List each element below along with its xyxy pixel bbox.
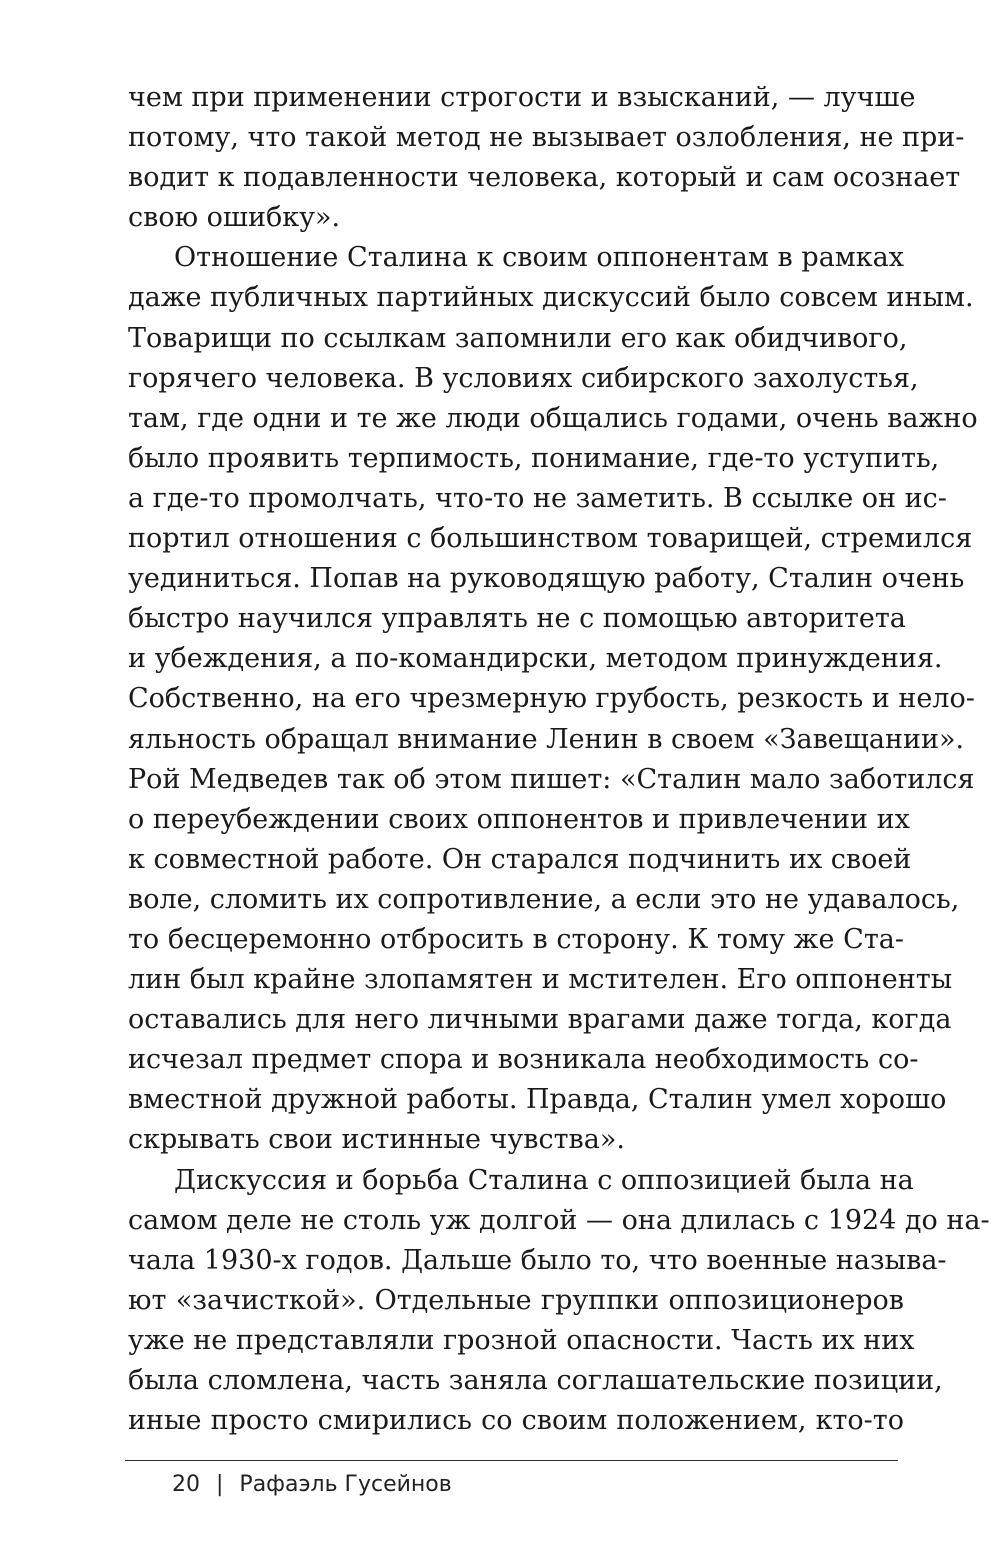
paragraph	[128, 78, 965, 238]
text-line: и убеждения, а по-командирски, методом принуждения.	[128, 643, 943, 675]
paragraph	[128, 238, 978, 1160]
paragraph	[128, 1161, 990, 1442]
text-line: была сломлена, часть заняла соглашательские позиции,	[128, 1365, 943, 1396]
text-line: свою ошибку».	[128, 202, 341, 234]
author-name: Рафаэль Гусейнов	[239, 1472, 452, 1497]
text-line: там, где одни и те же люди общались годами, очень важно	[128, 402, 978, 434]
text-line: лин был крайне злопамятен и мстителен. Его оппоненты	[128, 964, 953, 996]
text-line: исчезал предмет спора и возникала необходимость со-	[128, 1044, 919, 1076]
text-line: к совместной работе. Он старался подчинить их своей	[128, 843, 912, 875]
text-line: скрывать свои истинные чувства».	[128, 1124, 625, 1156]
text-line: то бесцеремонно отбросить в сторону. К тому же Ста-	[128, 923, 904, 955]
text-line: яльность обращал внимание Ленин в своем «Завещании».	[128, 723, 965, 755]
text-line: было проявить терпимость, понимание, где-то уступить,	[128, 442, 940, 474]
text-line: быстро научился управлять не с помощью авторитета	[128, 603, 906, 635]
text-line: воле, сломить их сопротивление, а если это не удавалось,	[128, 883, 960, 915]
text-line: Товарищи по ссылкам запомнили его как обидчивого,	[128, 322, 908, 354]
text-line: ют «зачисткой». Отдельные группки оппозиционеров	[128, 1284, 904, 1316]
text-line: оставались для него личными врагами даже тогда, когда	[128, 1004, 952, 1036]
text-line: иные просто смирились со своим положением, кто-то	[128, 1405, 904, 1437]
text-line: уединиться. Попав на руководящую работу, Сталин очень	[128, 563, 965, 595]
text-line: самом деле не столь уж долгой — она длилась с 1924 до на-	[128, 1204, 990, 1236]
text-line: о переубеждении своих оппонентов и привлечении их	[128, 803, 910, 835]
text-line: чала 1930-х годов. Дальше было то, что военные называ-	[128, 1244, 947, 1276]
text-line: уже не представляли грозной опасности. Часть их них	[128, 1324, 915, 1356]
footer-rule	[125, 1460, 898, 1461]
body-text	[128, 78, 990, 1441]
text-line: а где-то промолчать, что-то не заметить. В ссылке он ис-	[128, 482, 947, 514]
text-line: даже публичных партийных дискуссий было совсем иным.	[128, 282, 974, 314]
text-line: водит к подавленности человека, который и сам осознает	[128, 162, 961, 194]
text-line: Собственно, на его чрезмерную грубость, резкость и нело-	[128, 683, 975, 715]
text-line: вместной дружной работы. Правда, Сталин умел хорошо	[128, 1084, 947, 1116]
page-number: 20	[172, 1472, 200, 1497]
text-line: горячего человека. В условиях сибирского захолустья,	[128, 362, 919, 394]
text-line: Отношение Сталина к своим оппонентам в рамках	[174, 242, 904, 274]
text-line: Рой Медведев так об этом пишет: «Сталин мало заботился	[128, 763, 975, 795]
text-line: чем при применении строгости и взысканий, — лучше	[128, 82, 916, 113]
page-footer	[172, 1469, 452, 1501]
text-line: портил отношения с большинством товарищей, стремился	[128, 523, 973, 555]
text-line: Дискуссия и борьба Сталина с оппозицией была на	[174, 1164, 914, 1196]
footer-separator: |	[216, 1472, 224, 1497]
text-line: потому, что такой метод не вызывает озлобления, не при-	[128, 122, 965, 154]
